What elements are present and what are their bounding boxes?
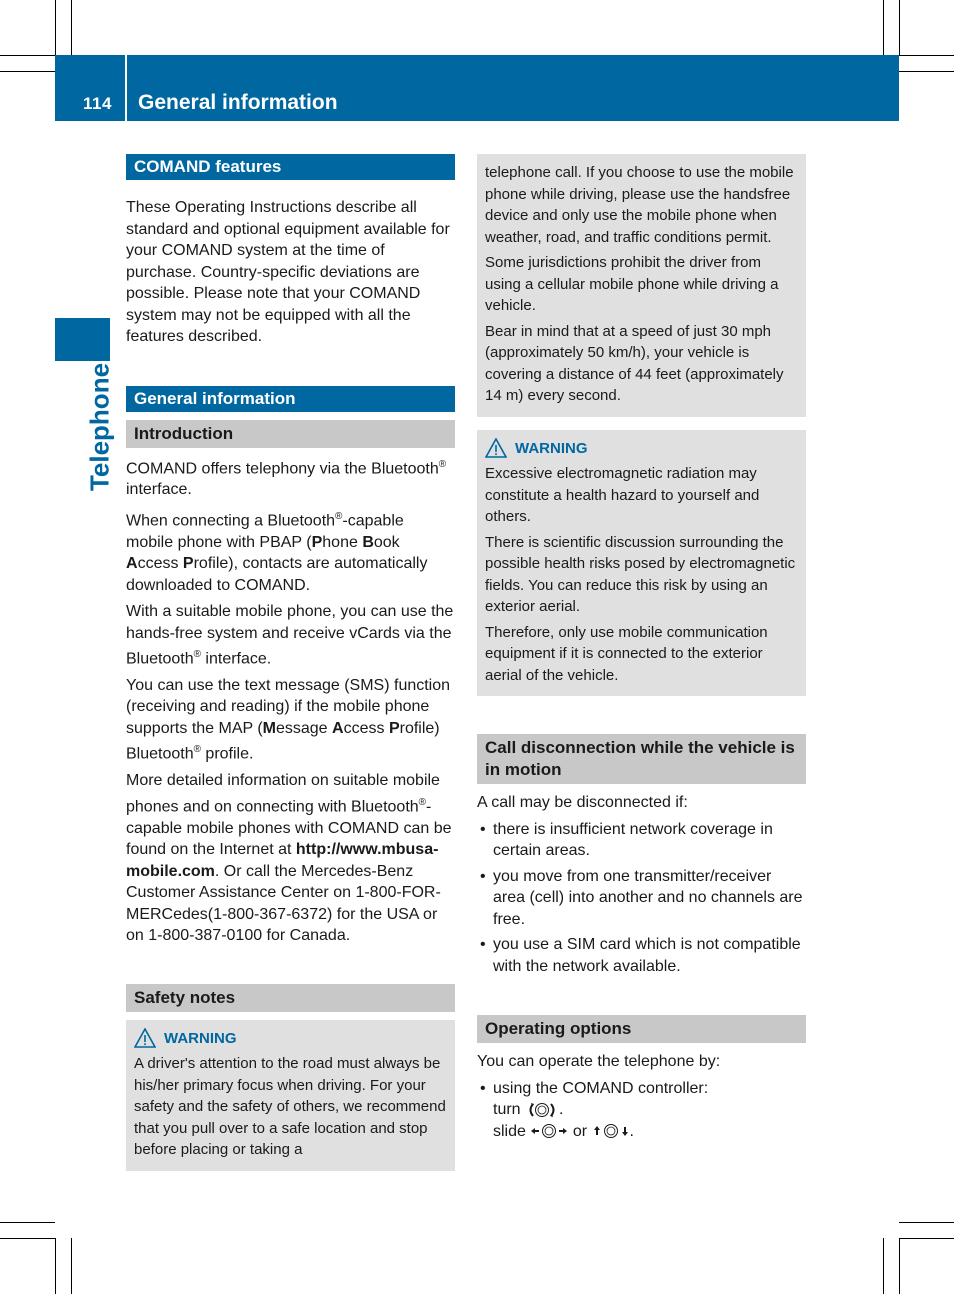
- crop-mark: [899, 55, 954, 56]
- heading-general-information: General information: [126, 386, 455, 412]
- left-column: [126, 154, 455, 1171]
- heading-operating-options: Operating options: [477, 1015, 806, 1043]
- call-disconnection-intro: A call may be disconnected if:: [477, 794, 688, 811]
- crop-mark: [55, 0, 56, 55]
- warning-header: [485, 438, 798, 460]
- intro-paragraph-1: COMAND offers telephony via the Bluetooth® interface.: [126, 458, 447, 499]
- crop-mark: [899, 1222, 954, 1223]
- warning-box-continued: [477, 154, 806, 417]
- crop-mark: [0, 1238, 55, 1239]
- crop-mark: [899, 1238, 900, 1294]
- heading-call-disconnection: Call disconnection while the vehicle is in motion: [477, 734, 806, 784]
- heading-comand-features: COMAND features: [126, 154, 455, 180]
- intro-paragraph-2: When connecting a Bluetooth®-capable mobile phone with PBAP (Phone Book Access Profile), contacts are automatically downloaded to COMAND.: [126, 510, 428, 594]
- header-divider: [125, 55, 127, 121]
- controller-slide-vertical-icon: [592, 1122, 630, 1140]
- operating-options-list: [477, 1078, 806, 1143]
- radiation-paragraph-2: There is scientific discussion surrounding the possible health risks posed by electromagnetic fields. You can reduce this risk by using an exterior aerial.: [485, 533, 796, 615]
- controller-slide-horizontal-icon: [530, 1122, 568, 1140]
- warning-box-safety: [126, 1020, 455, 1171]
- controller-turn-icon: [525, 1101, 559, 1119]
- crop-mark: [899, 71, 954, 72]
- support-url-link[interactable]: http://www.mbusa-mobile.com: [126, 841, 439, 880]
- heading-introduction: Introduction: [126, 420, 455, 448]
- crop-mark: [899, 0, 900, 55]
- radiation-paragraph-3: Therefore, only use mobile communication equipment if it is connected to the exterior aerial of the vehicle.: [485, 623, 768, 684]
- crop-mark: [883, 1238, 884, 1294]
- list-item: • there is insufficient network coverage in certain areas.: [477, 819, 806, 862]
- warning-header: [134, 1028, 447, 1050]
- page-title: General information: [138, 91, 338, 114]
- crop-mark: [71, 0, 72, 55]
- intro-paragraph-5: More detailed information on suitable mobile phones and on connecting with Bluetooth®-capable mobile phones with COMAND can be found on the Internet at http://www.mbusa-mobile.com. Or call the Mercedes-Benz Customer Assistance Center on 1-800-FOR-MERCedes(1-800-367-6372) for the USA or on 1-800-387-0100 for Canada.: [126, 772, 452, 945]
- comand-features-text: These Operating Instructions describe all standard and optional equipment available for your COMAND system at the time of purchase. Country-specific deviations are possible. Please note that your COMAND system may not be equipped with all the features described.: [126, 199, 450, 345]
- operating-options-intro: You can operate the telephone by:: [477, 1053, 721, 1070]
- safety-warning-text: A driver's attention to the road must always be his/her primary focus when driving. For your safety and the safety of others, we recommend that you pull over to a safe location and stop before placing or taking a: [134, 1055, 446, 1159]
- warning-label: WARNING: [515, 439, 588, 457]
- warning-triangle-icon: [485, 438, 507, 458]
- warning-label: WARNING: [164, 1029, 237, 1047]
- page-header: [55, 55, 899, 121]
- crop-mark: [55, 1238, 56, 1294]
- crop-mark: [899, 1238, 954, 1239]
- list-item: • you move from one transmitter/receiver area (cell) into another and no channels are free.: [477, 866, 806, 931]
- slide-instruction: slide or .: [493, 1122, 634, 1140]
- continued-paragraph-2: Some jurisdictions prohibit the driver from using a cellular mobile phone while driving a vehicle.: [485, 254, 779, 314]
- call-disconnection-list: [477, 819, 806, 978]
- crop-mark: [0, 55, 55, 56]
- page-number: 114: [83, 94, 112, 113]
- crop-mark: [883, 0, 884, 55]
- crop-mark: [0, 71, 55, 72]
- intro-paragraph-4: You can use the text message (SMS) function (receiving and reading) if the mobile phone supports the MAP (Message Access Profile) Bluetooth® profile.: [126, 676, 451, 763]
- warning-box-radiation: [477, 430, 806, 697]
- intro-paragraph-3: With a suitable mobile phone, you can use the hands-free system and receive vCards via the Bluetooth® interface.: [126, 603, 454, 668]
- warning-triangle-icon: [134, 1028, 156, 1048]
- crop-mark: [0, 1222, 55, 1223]
- turn-instruction: turn .: [493, 1101, 564, 1118]
- right-column: [477, 154, 806, 1147]
- continued-paragraph-3: Bear in mind that at a speed of just 30 mph (approximately 50 km/h), your vehicle is covering a distance of 44 feet (approximately 14 m) every second.: [485, 322, 784, 404]
- continued-paragraph-1: telephone call. If you choose to use the mobile phone while driving, please use the handsfree device and only use the mobile phone when weather, road, and traffic conditions permit.: [485, 164, 794, 246]
- section-tab-marker: [55, 318, 110, 361]
- crop-mark: [71, 1238, 72, 1294]
- list-item: • using the COMAND controller: turn . slide or .: [477, 1078, 806, 1143]
- list-item: • you use a SIM card which is not compatible with the network available.: [477, 934, 806, 977]
- heading-safety-notes: Safety notes: [126, 984, 455, 1012]
- section-tab-label: Telephone: [84, 362, 115, 492]
- radiation-paragraph-1: Excessive electromagnetic radiation may constitute a health hazard to yourself and others.: [485, 465, 760, 525]
